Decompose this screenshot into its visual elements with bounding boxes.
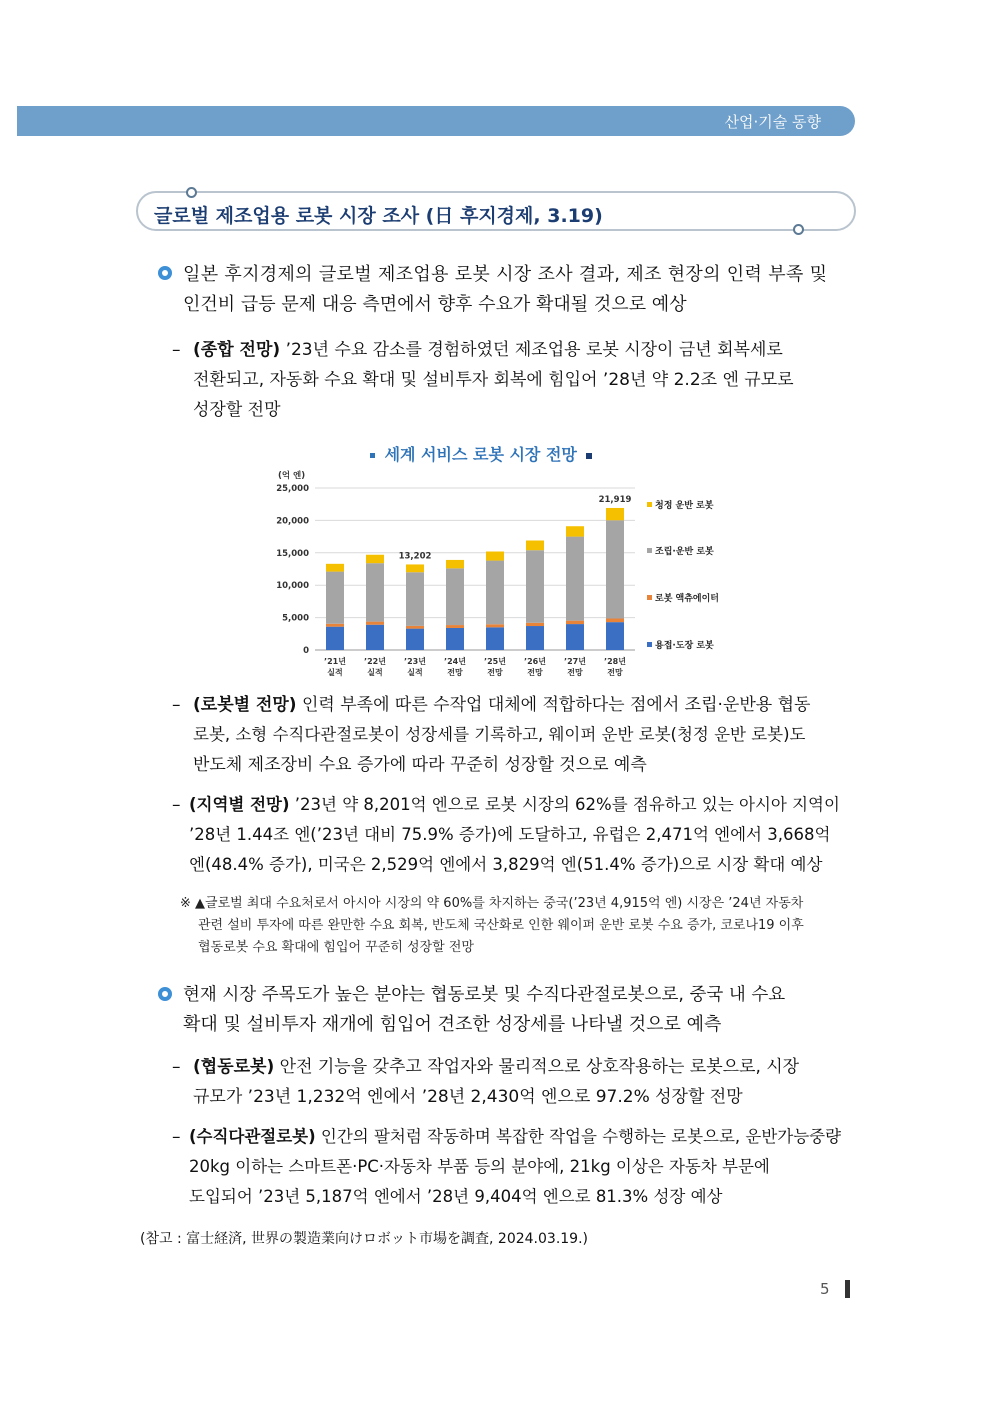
sub5-paragraph: [189, 1122, 858, 1212]
legend-label: 조립·운반 로봇: [655, 547, 714, 557]
bar-segment: [326, 627, 344, 650]
sub5-label: (수직다관절로봇): [189, 1127, 316, 1146]
section-title: 글로벌 제조업용 로봇 시장 조사 (日 후지경제, 3.19): [154, 205, 603, 227]
y-axis-unit-label: (억 엔): [278, 471, 306, 481]
sub4-label: (협동로봇): [193, 1057, 275, 1077]
sub3-line1: ’23년 약 8,201억 엔으로 로봇 시장의 62%를 점유하고 있는 아시아 지역이: [294, 795, 840, 814]
page-marker: [845, 1280, 850, 1298]
legend-swatch: [647, 642, 652, 647]
title-dot-left-icon: [186, 187, 197, 198]
sub3-paragraph: [189, 790, 858, 880]
x-tick-label: 실적: [407, 668, 423, 677]
x-tick-label: ’25년: [484, 657, 506, 666]
x-tick-label: 실적: [367, 668, 383, 677]
bar-segment: [606, 520, 624, 618]
bullet2-line2: 확대 및 설비투자 재개에 힘입어 견조한 성장세를 나타낼 것으로 예측: [183, 1014, 722, 1035]
sub1-paragraph: [193, 335, 858, 425]
sub5-line3: 도입되어 ’23년 5,187억 엔에서 ’28년 9,404억 엔으로 81.3% 성장 예상: [189, 1187, 723, 1206]
dash-marker: –: [172, 1057, 181, 1077]
sub4-line1: 안전 기능을 갖추고 작업자와 물리적으로 상호작용하는 로봇으로, 시장: [279, 1057, 800, 1077]
y-tick-label: 5,000: [282, 613, 309, 624]
legend-label: 청정 운반 로봇: [655, 501, 714, 511]
x-tick-label: 전망: [607, 668, 623, 677]
x-tick-label: ’23년: [404, 657, 426, 666]
sub1-line1: ’23년 수요 감소를 경험하였던 제조업용 로봇 시장이 금년 회복세로: [285, 340, 783, 360]
bullet2-text: [183, 980, 858, 1040]
bullet1-line2: 인건비 급등 문제 대응 측면에서 향후 수요가 확대될 것으로 예상: [183, 294, 687, 315]
bar-segment: [606, 619, 624, 623]
bar-segment: [326, 624, 344, 627]
title-dot-right-icon: [793, 224, 804, 235]
bar-segment: [406, 564, 424, 572]
bar-segment: [406, 626, 424, 629]
header-label: 산업·기술 동향: [724, 113, 821, 131]
x-tick-label: ’24년: [444, 657, 466, 666]
bar-segment: [366, 622, 384, 625]
section-title-box: [136, 191, 856, 231]
dash-marker: –: [172, 1127, 181, 1147]
bar-segment: [446, 560, 464, 568]
y-tick-label: 20,000: [276, 516, 309, 527]
bar-segment: [326, 564, 344, 572]
x-tick-label: ’27년: [564, 657, 586, 666]
x-tick-label: ’26년: [524, 657, 546, 666]
sub1-label: (종합 전망): [193, 340, 281, 360]
bar-segment: [566, 537, 584, 621]
bullet2-line1: 현재 시장 주목도가 높은 분야는 협동로봇 및 수직다관절로봇으로, 중국 내 수요: [183, 985, 786, 1005]
y-tick-label: 15,000: [276, 548, 309, 559]
bar-segment: [526, 623, 544, 626]
bar-segment: [606, 508, 624, 520]
y-tick-label: 10,000: [276, 581, 309, 592]
dash-marker: –: [172, 795, 181, 815]
legend-swatch: [647, 595, 652, 600]
sub2-line2: 로봇, 소형 수직다관절로봇이 성장세를 기록하고, 웨이퍼 운반 로봇(청정 운반 로봇)도: [193, 725, 806, 744]
legend-label: 용접·도장 로봇: [655, 641, 714, 651]
bar-segment: [526, 626, 544, 650]
sub1-line2: 전환되고, 자동화 수요 확대 및 설비투자 회복에 힘입어 ’28년 약 2.2조 엔 규모로: [193, 370, 794, 390]
sub3-label: (지역별 전망): [189, 795, 290, 814]
bullet1-text: [183, 260, 858, 320]
sub3-line3: 엔(48.4% 증가), 미국은 2,529억 엔에서 3,829억 엔(51.4% 증가)으로 시장 확대 예상: [189, 855, 823, 874]
dash-marker: –: [172, 695, 181, 715]
bar-segment: [566, 526, 584, 536]
x-tick-label: 전망: [447, 668, 463, 677]
bar-segment: [486, 552, 504, 561]
bar-segment: [526, 550, 544, 623]
bar-segment: [486, 624, 504, 627]
bar-segment: [486, 627, 504, 650]
data-label: 13,202: [398, 551, 432, 562]
bar-segment: [566, 624, 584, 650]
chart-title-marker-icon: [586, 453, 592, 459]
bar-segment: [326, 572, 344, 624]
legend-swatch: [647, 502, 652, 507]
note-line1: ※ ▲글로벌 최대 수요처로서 아시아 시장의 약 60%를 차지하는 중국(’23년 4,915억 엔) 시장은 ’24년 자동차: [180, 896, 804, 911]
sub5-line2: 20kg 이하는 스마트폰·PC·자동차 부품 등의 분야에, 21kg 이상은 자동차 부문에: [189, 1157, 770, 1176]
data-label: 21,919: [598, 494, 632, 505]
bar-segment: [366, 563, 384, 621]
bar-segment: [486, 561, 504, 625]
sub3-line2: ’28년 1.44조 엔(’23년 대비 75.9% 증가)에 도달하고, 유럽은 2,471억 엔에서 3,668억: [189, 825, 831, 844]
bar-segment: [566, 621, 584, 624]
bar-segment: [406, 629, 424, 650]
note-line2: 관련 설비 투자에 따른 완만한 수요 회복, 반도체 국산화로 인한 웨이퍼 운반 로봇 수요 증가, 코로나19 이후: [198, 918, 804, 933]
page-number: 5: [820, 1280, 830, 1298]
x-tick-label: ’22년: [364, 657, 386, 666]
bar-segment: [446, 625, 464, 628]
bar-segment: [366, 625, 384, 650]
chart-title-marker-icon: [370, 453, 375, 458]
bar-segment: [446, 568, 464, 625]
bar-segment: [366, 555, 384, 563]
y-tick-label: 25,000: [276, 484, 309, 494]
note-paragraph: [180, 893, 860, 959]
bar-segment: [446, 628, 464, 650]
bullet-icon: [158, 266, 172, 280]
x-tick-label: 전망: [487, 668, 503, 677]
note-line3: 협동로봇 수요 확대에 힘입어 꾸준히 성장할 전망: [198, 940, 474, 955]
sub2-line1: 인력 부족에 따른 수작업 대체에 적합하다는 점에서 조립·운반용 협동: [301, 695, 811, 715]
sub4-line2: 규모가 ’23년 1,232억 엔에서 ’28년 2,430억 엔으로 97.2% 성장할 전망: [193, 1087, 743, 1107]
x-tick-label: ’21년: [324, 657, 346, 666]
x-tick-label: 실적: [327, 668, 343, 677]
bar-segment: [606, 622, 624, 650]
x-tick-label: 전망: [567, 668, 583, 677]
chart-title-text: 세계 서비스 로봇 시장 전망: [384, 445, 577, 464]
y-tick-label: 0: [303, 646, 309, 656]
bar-chart: [270, 468, 750, 688]
sub2-label: (로봇별 전망): [193, 695, 297, 715]
reference-text: (참고 : 富士経済, 世界の製造業向けロボット市場を調査, 2024.03.19.): [140, 1231, 588, 1247]
sub5-line1: 인간의 팔처럼 작동하며 복잡한 작업을 수행하는 로봇으로, 운반가능중량: [320, 1127, 842, 1146]
sub4-paragraph: [193, 1052, 858, 1112]
x-tick-label: 전망: [527, 668, 543, 677]
bar-segment: [526, 540, 544, 550]
dash-marker: –: [172, 340, 181, 360]
sub2-line3: 반도체 제조장비 수요 증가에 따라 꾸준히 성장할 것으로 예측: [193, 755, 647, 775]
legend-label: 로봇 액츄에이터: [655, 594, 719, 604]
sub1-line3: 성장할 전망: [193, 400, 281, 420]
bullet-icon: [158, 987, 172, 1001]
chart-title: [370, 442, 592, 465]
bar-segment: [406, 572, 424, 626]
sub2-paragraph: [193, 690, 858, 780]
bullet1-line1: 일본 후지경제의 글로벌 제조업용 로봇 시장 조사 결과, 제조 현장의 인력 부족 및: [183, 264, 828, 285]
legend-swatch: [647, 548, 652, 553]
header-band: [17, 106, 855, 136]
x-tick-label: ’28년: [604, 657, 626, 666]
